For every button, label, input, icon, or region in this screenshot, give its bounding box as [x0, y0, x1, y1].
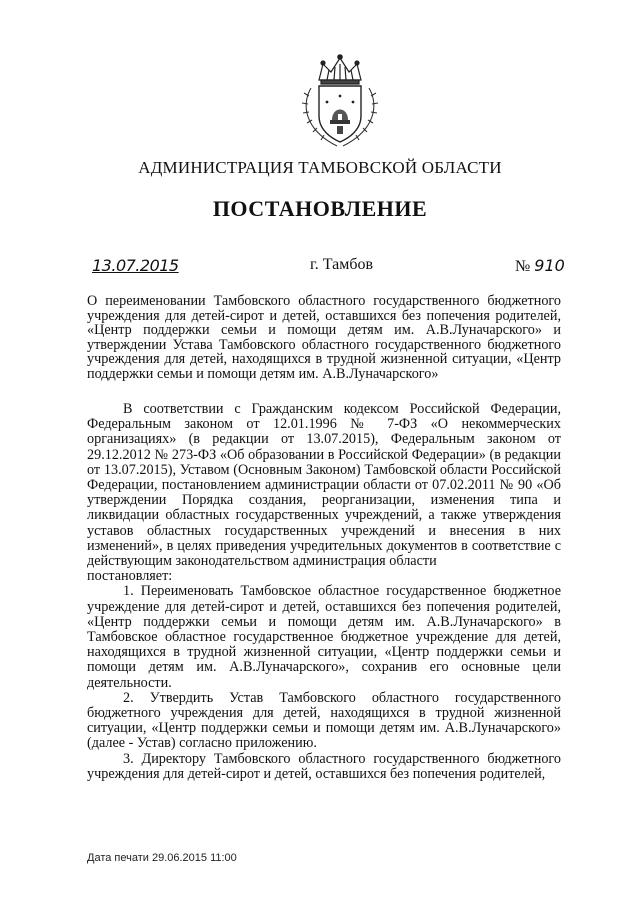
- clause-3: 3. Директору Тамбовского областного государственного бюджетного учреждения для детей-сирот и детей, оставшихся без попечения родителей,: [87, 750, 561, 782]
- print-date: Дата печати 29.06.2015 11:00: [87, 852, 237, 864]
- document-number: [515, 256, 565, 276]
- clause-2: 2. Утвердить Устав Тамбовского областного государственного бюджетного учреждения для детей, находящихся в трудной жизненной ситуации, «Центр поддержки семьи и помощи детям им. А.В.Луначарского» (далее - Устав) согласно приложению.: [87, 689, 561, 752]
- document-type-title: ПОСТАНОВЛЕНИЕ: [212, 196, 428, 221]
- document-body: [87, 402, 561, 782]
- preamble-paragraph: В соответствии с Гражданским кодексом Российской Федерации, Федеральным законом от 12.01.1996 № 7-ФЗ «О некоммерческих организациях» (в редакции от 13.07.2015), Федеральным законом от 29.12.2012 № 273-ФЗ «Об образовании в Российской Федерации» (в редакции от 13.07.2015), Уставом (Основным Законом) Тамбовской области Российской Федерации, постановлением администрации области от 07.02.2011 № 90 «Об утверждении Порядка создания, реорганизации, изменения типа и ликвидации областных государственных учреждений, а также утверждения уставов областных государственных учреждений и внесения в них изменений», в целях приведения учредительных документов в соответствие с действующим законодательством администрация области: [87, 401, 561, 570]
- document-subject: О переименовании Тамбовского областного государственного бюджетного учреждения для детей-сирот и детей, оставшихся без попечения родителей, «Центр поддержки семьи и помощи детям им. А.В.Луначарского» и утверждении Устава Тамбовского областного государственного бюджетного учреждения для детей, находящихся в трудной жизненной ситуации, «Центр поддержки семьи и помощи детям им. А.В.Луначарского»: [87, 293, 561, 382]
- number-prefix: №: [515, 258, 531, 275]
- number-value: 910: [534, 256, 565, 275]
- tambov-coat-of-arms-icon: [297, 50, 383, 150]
- document-city: г. Тамбов: [310, 256, 374, 273]
- document-date: 13.07.2015: [92, 256, 179, 275]
- resolves-line: постановляет:: [87, 568, 173, 585]
- organization-name: АДМИНИСТРАЦИЯ ТАМБОВСКОЙ ОБЛАСТИ: [138, 158, 502, 177]
- clause-1: 1. Переименовать Тамбовское областное государственное бюджетное учреждение для детей-сирот и детей, оставшихся без попечения родителей, «Центр поддержки семьи и помощи детям им. А.В.Луначарского» в Тамбовское областное государственное бюджетное учреждение для детей, находящихся в трудной жизненной ситуации, «Центр поддержки семьи и помощи детям им. А.В.Луначарского», сохранив его основные цели деятельности.: [87, 583, 561, 691]
